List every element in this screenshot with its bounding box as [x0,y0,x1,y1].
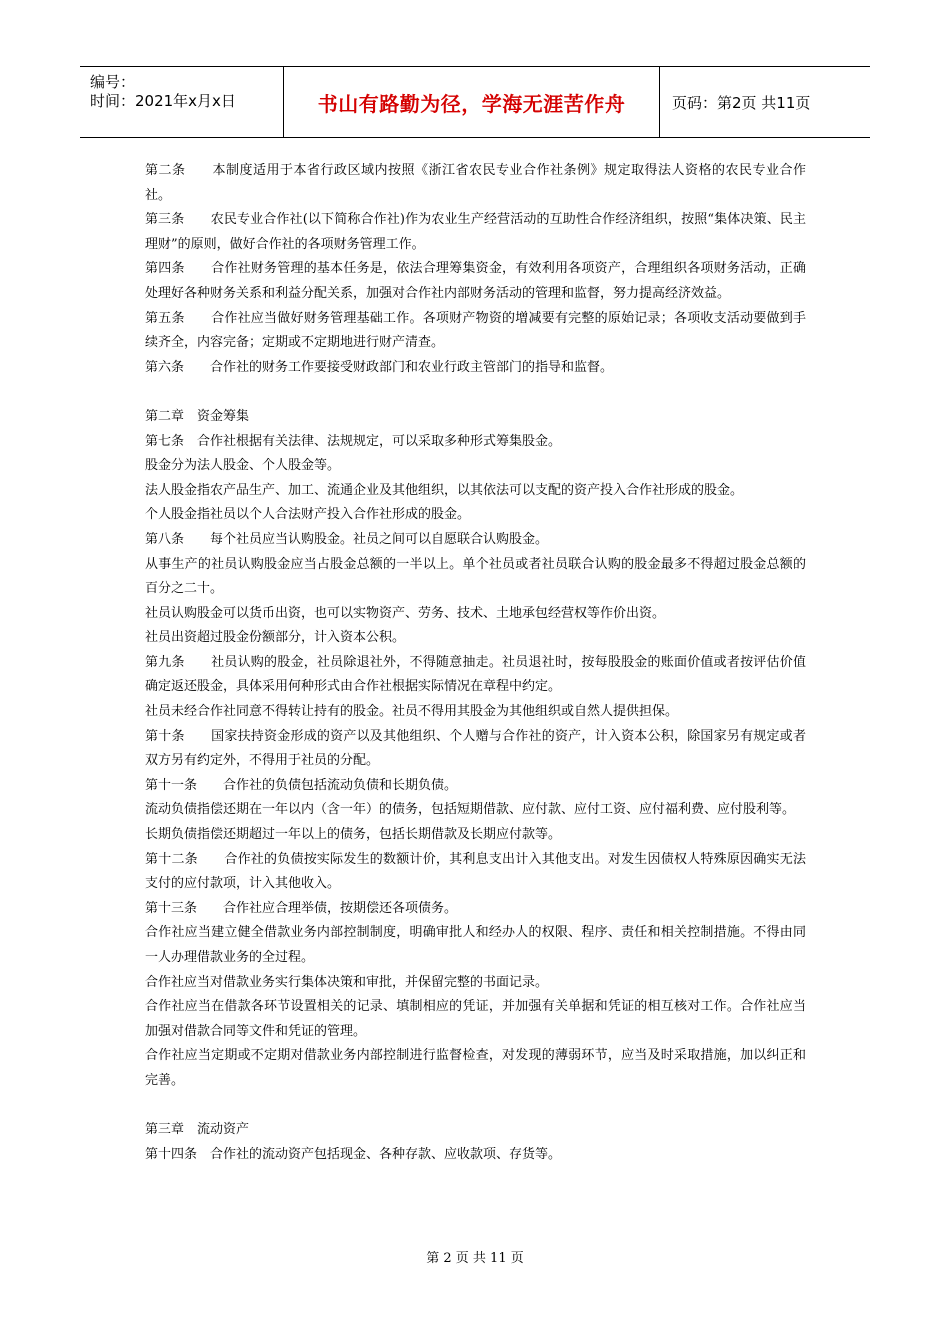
header-slogan: 书山有路勤为径，学海无涯苦作舟 [317,91,626,116]
body-paragraph: 第三章 流动资产 [145,1122,250,1138]
body-paragraph: 第二章 资金筹集 [145,408,250,424]
body-paragraph: 第十一条 合作社的负债包括流动负债和长期负债。 [145,777,458,793]
header-slogan-cell [283,67,660,137]
body-paragraph: 第三条 农民专业合作社(以下简称合作社)作为农业生产经营活动的互助性合作经济组织，按照“集体决策、民主理财”的原则，做好合作社的各项财务管理工作。 [145,212,806,252]
page-footer [0,1247,950,1266]
header-page-cell [660,67,870,137]
header-meta-cell [80,67,283,137]
body-paragraph: 第七条 合作社根据有关法律、法规规定，可以采取多种形式筹集股金。 [145,433,562,449]
body-paragraph: 社员未经合作社同意不得转让持有的股金。社员不得用其股金为其他组织或自然人提供担保。 [145,704,679,720]
header-page-info: 页码：第2页 共11页 [672,93,811,112]
page-header [80,66,870,138]
blank-line [145,1094,806,1119]
body-paragraph: 个人股金指社员以个人合法财产投入合作社形成的股金。 [145,507,471,523]
document-number-label: 编号： [90,73,136,91]
body-paragraph: 合作社应当建立健全借款业务内部控制制度，明确审批人和经办人的权限、程序、责任和相关控制措施。不得由同一人办理借款业务的全过程。 [145,925,806,965]
body-paragraph: 从事生产的社员认购股金应当占股金总额的一半以上。单个社员或者社员联合认购的股金最多不得超过股金总额的百分之二十。 [145,556,806,597]
body-paragraph: 流动负债指偿还期在一年以内（含一年）的债务，包括短期借款、应付款、应付工资、应付福利费、应付股利等。 [145,802,796,818]
footer-page-number: 第 2 页 共 11 页 [426,1251,524,1266]
body-paragraph: 第二条 本制度适用于本省行政区域内按照《浙江省农民专业合作社条例》规定取得法人资格的农民专业合作社。 [145,163,806,203]
body-paragraph: 第五条 合作社应当做好财务管理基础工作。各项财产物资的增减要有完整的原始记录；各项收支活动要做到手续齐全，内容完备；定期或不定期地进行财产清查。 [145,310,806,351]
body-paragraph: 第八条 每个社员应当认购股金。社员之间可以自愿联合认购股金。 [145,531,549,547]
body-paragraph: 第九条 社员认购的股金，社员除退社外，不得随意抽走。社员退社时，按每股股金的账面价值或者按评估价值确定返还股金，具体采用何种形式由合作社根据实际情况在章程中约定。 [145,654,806,695]
body-paragraph: 法人股金指农产品生产、加工、流通企业及其他组织，以其依法可以支配的资产投入合作社形成的股金。 [145,482,744,498]
body-paragraph: 第四条 合作社财务管理的基本任务是，依法合理筹集资金，有效利用各项资产，合理组织各项财务活动，正确处理好各种财务关系和利益分配关系，加强对合作社内部财务活动的管理和监督，努力提高经济效益。 [145,261,806,301]
body-paragraph: 合作社应当在借款各环节设置相关的记录、填制相应的凭证，并加强有关单据和凭证的相互核对工作。合作社应当加强对借款合同等文件和凭证的管理。 [145,999,806,1039]
body-paragraph: 第十二条 合作社的负债按实际发生的数额计价，其利息支出计入其他支出。对发生因债权人特殊原因确实无法支付的应付款项，计入其他收入。 [145,851,806,892]
document-body [145,159,806,1167]
body-paragraph: 社员认购股金可以货币出资，也可以实物资产、劳务、技术、土地承包经营权等作价出资。 [145,605,666,621]
body-paragraph: 合作社应当定期或不定期对借款业务内部控制进行监督检查，对发现的薄弱环节，应当及时采取措施，加以纠正和完善。 [145,1048,806,1088]
body-paragraph: 股金分为法人股金、个人股金等。 [145,458,341,474]
body-paragraph: 社员出资超过股金份额部分，计入资本公积。 [145,630,406,646]
body-paragraph: 第十三条 合作社应合理举债，按期偿还各项债务。 [145,900,458,916]
document-date: 时间：2021年x月x日 [90,92,236,110]
body-paragraph: 第十条 国家扶持资金形成的资产以及其他组织、个人赠与合作社的资产，计入资本公积，除国家另有规定或者双方另有约定外，不得用于社员的分配。 [145,728,806,769]
blank-line [145,380,806,405]
body-paragraph: 第六条 合作社的财务工作要接受财政部门和农业行政主管部门的指导和监督。 [145,359,614,375]
body-paragraph: 第十四条 合作社的流动资产包括现金、各种存款、应收款项、存货等。 [145,1146,562,1162]
body-paragraph: 长期负债指偿还期超过一年以上的债务，包括长期借款及长期应付款等。 [145,827,562,843]
body-paragraph: 合作社应当对借款业务实行集体决策和审批，并保留完整的书面记录。 [145,974,549,990]
